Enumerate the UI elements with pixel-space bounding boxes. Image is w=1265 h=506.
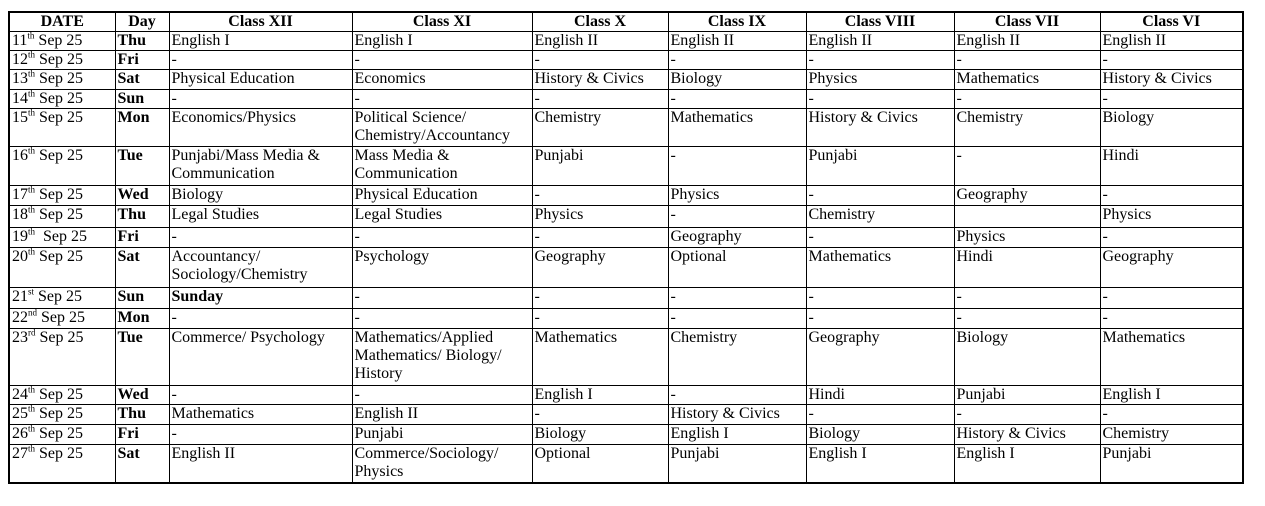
date-day-number: 14 [12,90,28,107]
subject-cell-class-ix: - [668,51,806,70]
subject-cell-class-vii: Geography [954,186,1100,206]
subject-cell-class-viii: - [806,228,954,248]
date-ordinal-suffix: th [28,146,36,156]
date-ordinal-suffix: rd [28,328,36,338]
subject-cell-class-x: Geography [532,248,668,288]
subject-cell-class-viii: - [806,186,954,206]
date-ordinal-suffix: th [28,205,36,215]
subject-cell-class-ix: - [668,90,806,109]
subject-cell-class-vi: Geography [1100,248,1243,288]
day-cell: Tue [115,147,169,186]
subject-cell-class-vi: - [1100,228,1243,248]
date-month-year: Sep 25 [35,248,84,265]
day-cell: Thu [115,32,169,51]
day-cell: Fri [115,228,169,248]
date-cell [9,405,115,425]
date-month-year: Sep 25 [35,228,88,245]
subject-cell-class-xi: Punjabi [352,425,532,445]
date-ordinal-suffix: th [28,444,36,454]
day-cell: Sat [115,445,169,483]
day-cell: Fri [115,425,169,445]
subject-cell-class-vi: English I [1100,386,1243,405]
day-cell: Wed [115,186,169,206]
date-day-number: 18 [12,206,28,223]
subject-cell-class-ix: Chemistry [668,329,806,386]
subject-cell-class-x: - [532,228,668,248]
subject-cell-class-viii: Chemistry [806,206,954,228]
date-cell [9,32,115,51]
date-month-year: Sep 25 [37,309,85,326]
subject-cell-class-x: English I [532,386,668,405]
subject-cell-class-viii: - [806,309,954,329]
subject-cell-class-vii: Mathematics [954,70,1100,90]
date-cell [9,329,115,386]
table-row [9,32,1243,51]
subject-cell-class-xi: English II [352,405,532,425]
table-row [9,90,1243,109]
subject-cell-class-ix: - [668,309,806,329]
subject-cell-class-vi: - [1100,309,1243,329]
subject-cell-class-ix: Mathematics [668,109,806,147]
date-cell [9,425,115,445]
subject-cell-class-x: English II [532,32,668,51]
date-day-number: 25 [12,405,28,422]
date-day-number: 13 [12,70,28,87]
date-month-year: Sep 25 [35,90,84,107]
subject-cell-class-xii: - [169,228,352,248]
date-month-year: Sep 25 [35,186,84,203]
subject-cell-class-vi: Mathematics [1100,329,1243,386]
subject-cell-class-xi: - [352,309,532,329]
subject-cell-class-xi: Economics [352,70,532,90]
table-row [9,405,1243,425]
subject-cell-class-xii: Sunday [169,288,352,309]
subject-cell-class-ix: - [668,288,806,309]
subject-cell-class-x: - [532,288,668,309]
date-ordinal-suffix: th [28,185,36,195]
table-row [9,329,1243,386]
subject-cell-class-viii: Geography [806,329,954,386]
date-ordinal-suffix: th [27,31,35,41]
date-cell [9,90,115,109]
table-row [9,70,1243,90]
subject-cell-class-xii: Physical Education [169,70,352,90]
subject-cell-class-vi: - [1100,186,1243,206]
date-cell [9,248,115,288]
subject-cell-class-xi: Mass Media & Communication [352,147,532,186]
subject-cell-class-vii: English I [954,445,1100,483]
subject-cell-class-xi: English I [352,32,532,51]
date-cell [9,386,115,405]
subject-cell-class-xi: - [352,90,532,109]
table-row [9,288,1243,309]
subject-cell-class-vii: - [954,309,1100,329]
subject-cell-class-xii: Accountancy/ Sociology/Chemistry [169,248,352,288]
subject-cell-class-viii: - [806,405,954,425]
table-row [9,51,1243,70]
day-cell: Sat [115,248,169,288]
schedule-body [9,32,1243,483]
date-cell [9,445,115,483]
date-day-number: 15 [12,109,28,126]
subject-cell-class-ix: English I [668,425,806,445]
subject-cell-class-vii: - [954,405,1100,425]
date-month-year: Sep 25 [35,206,84,223]
table-row [9,206,1243,228]
date-day-number: 11 [12,32,28,49]
header-day: Day [115,12,169,32]
subject-cell-class-xii: Biology [169,186,352,206]
table-row [9,309,1243,329]
subject-cell-class-xi: Legal Studies [352,206,532,228]
date-ordinal-suffix: th [28,227,36,237]
subject-cell-class-xii: - [169,425,352,445]
subject-cell-class-vii: Hindi [954,248,1100,288]
subject-cell-class-viii: English I [806,445,954,483]
subject-cell-class-vi: History & Civics [1100,70,1243,90]
subject-cell-class-vii: Physics [954,228,1100,248]
schedule-container [8,11,1244,484]
day-cell: Sun [115,90,169,109]
date-cell [9,288,115,309]
subject-cell-class-xi: Physical Education [352,186,532,206]
header-class-vi: Class VI [1100,12,1243,32]
subject-cell-class-ix: Optional [668,248,806,288]
subject-cell-class-xii: Legal Studies [169,206,352,228]
subject-cell-class-viii: - [806,51,954,70]
subject-cell-class-ix: Physics [668,186,806,206]
subject-cell-class-x: - [532,90,668,109]
day-cell: Fri [115,51,169,70]
header-class-vii: Class VII [954,12,1100,32]
subject-cell-class-vi: Biology [1100,109,1243,147]
subject-cell-class-xi: Psychology [352,248,532,288]
date-month-year: Sep 25 [35,445,84,462]
subject-cell-class-vi: - [1100,51,1243,70]
day-cell: Mon [115,309,169,329]
day-cell: Mon [115,109,169,147]
date-ordinal-suffix: th [28,108,36,118]
subject-cell-class-vi: - [1100,405,1243,425]
subject-cell-class-vii: - [954,147,1100,186]
subject-cell-class-xi: - [352,228,532,248]
subject-cell-class-ix: History & Civics [668,405,806,425]
subject-cell-class-xii: - [169,90,352,109]
day-cell: Sun [115,288,169,309]
subject-cell-class-x: - [532,186,668,206]
date-day-number: 17 [12,186,28,203]
subject-cell-class-xi: - [352,386,532,405]
subject-cell-class-x: Biology [532,425,668,445]
date-ordinal-suffix: th [28,424,36,434]
subject-cell-class-ix: Punjabi [668,445,806,483]
subject-cell-class-xii: - [169,386,352,405]
date-month-year: Sep 25 [34,32,83,49]
header-class-xii: Class XII [169,12,352,32]
subject-cell-class-xii: English II [169,445,352,483]
date-month-year: Sep 25 [35,147,84,164]
subject-cell-class-vi: - [1100,288,1243,309]
subject-cell-class-viii: Hindi [806,386,954,405]
subject-cell-class-x: - [532,405,668,425]
date-ordinal-suffix: th [28,404,36,414]
date-month-year: Sep 25 [35,405,84,422]
table-row [9,109,1243,147]
header-row [9,12,1243,32]
subject-cell-class-viii: English II [806,32,954,51]
header-class-xi: Class XI [352,12,532,32]
header-class-ix: Class IX [668,12,806,32]
subject-cell-class-vi: Chemistry [1100,425,1243,445]
date-cell [9,309,115,329]
date-day-number: 26 [12,425,28,442]
subject-cell-class-ix: - [668,147,806,186]
subject-cell-class-vii: - [954,51,1100,70]
subject-cell-class-x: - [532,51,668,70]
subject-cell-class-xi: - [352,288,532,309]
subject-cell-class-ix: - [668,206,806,228]
subject-cell-class-viii: - [806,288,954,309]
date-day-number: 16 [12,147,28,164]
subject-cell-class-viii: History & Civics [806,109,954,147]
date-cell [9,51,115,70]
subject-cell-class-vi: Hindi [1100,147,1243,186]
date-month-year: Sep 25 [35,70,84,87]
date-cell [9,147,115,186]
subject-cell-class-x: Optional [532,445,668,483]
date-month-year: Sep 25 [35,329,84,346]
subject-cell-class-vii: History & Civics [954,425,1100,445]
day-cell: Sat [115,70,169,90]
subject-cell-class-xi: Mathematics/Applied Mathematics/ Biology/ History [352,329,532,386]
subject-cell-class-vii: Punjabi [954,386,1100,405]
date-ordinal-suffix: th [28,385,36,395]
subject-cell-class-ix: - [668,386,806,405]
subject-cell-class-x: Physics [532,206,668,228]
table-row [9,445,1243,483]
subject-cell-class-vi: Punjabi [1100,445,1243,483]
date-day-number: 24 [12,386,28,403]
date-month-year: Sep 25 [35,51,84,68]
header-class-viii: Class VIII [806,12,954,32]
date-cell [9,70,115,90]
table-row [9,386,1243,405]
subject-cell-class-vii: English II [954,32,1100,51]
date-ordinal-suffix: th [28,69,36,79]
date-ordinal-suffix: th [28,89,36,99]
table-row [9,147,1243,186]
subject-cell-class-viii: Biology [806,425,954,445]
subject-cell-class-xii: - [169,51,352,70]
subject-cell-class-x: Mathematics [532,329,668,386]
subject-cell-class-x: - [532,309,668,329]
subject-cell-class-xii: Economics/Physics [169,109,352,147]
subject-cell-class-viii: Physics [806,70,954,90]
subject-cell-class-xii: Mathematics [169,405,352,425]
day-cell: Wed [115,386,169,405]
subject-cell-class-xi: Commerce/Sociology/ Physics [352,445,532,483]
subject-cell-class-vii: - [954,288,1100,309]
subject-cell-class-vi: English II [1100,32,1243,51]
subject-cell-class-ix: Geography [668,228,806,248]
subject-cell-class-vi: - [1100,90,1243,109]
subject-cell-class-vii: Biology [954,329,1100,386]
subject-cell-class-vii: Chemistry [954,109,1100,147]
subject-cell-class-vii [954,206,1100,228]
subject-cell-class-viii: - [806,90,954,109]
date-month-year: Sep 25 [34,288,83,305]
date-ordinal-suffix: th [28,247,36,257]
subject-cell-class-xii: Punjabi/Mass Media & Communication [169,147,352,186]
table-row [9,248,1243,288]
date-cell [9,206,115,228]
table-row [9,186,1243,206]
subject-cell-class-xii: - [169,309,352,329]
date-day-number: 19 [12,228,28,245]
subject-cell-class-viii: Punjabi [806,147,954,186]
subject-cell-class-xi: Political Science/ Chemistry/Accountancy [352,109,532,147]
date-day-number: 27 [12,445,28,462]
subject-cell-class-xi: - [352,51,532,70]
date-day-number: 20 [12,248,28,265]
day-cell: Tue [115,329,169,386]
subject-cell-class-ix: English II [668,32,806,51]
date-day-number: 23 [12,329,28,346]
day-cell: Thu [115,405,169,425]
subject-cell-class-x: Punjabi [532,147,668,186]
date-ordinal-suffix: nd [28,308,37,318]
date-day-number: 21 [12,288,28,305]
date-cell [9,228,115,248]
subject-cell-class-x: History & Civics [532,70,668,90]
subject-cell-class-xii: Commerce/ Psychology [169,329,352,386]
subject-cell-class-xii: English I [169,32,352,51]
date-day-number: 12 [12,51,28,68]
table-row [9,425,1243,445]
date-month-year: Sep 25 [35,109,84,126]
subject-cell-class-x: Chemistry [532,109,668,147]
day-cell: Thu [115,206,169,228]
date-day-number: 22 [12,309,28,326]
date-ordinal-suffix: th [28,50,36,60]
date-ordinal-suffix: st [28,287,35,297]
header-date: DATE [9,12,115,32]
subject-cell-class-vi: Physics [1100,206,1243,228]
subject-cell-class-vii: - [954,90,1100,109]
header-class-x: Class X [532,12,668,32]
date-cell [9,186,115,206]
date-cell [9,109,115,147]
exam-schedule-table [8,11,1244,484]
subject-cell-class-ix: Biology [668,70,806,90]
date-month-year: Sep 25 [35,386,84,403]
subject-cell-class-viii: Mathematics [806,248,954,288]
table-row [9,228,1243,248]
date-month-year: Sep 25 [35,425,84,442]
